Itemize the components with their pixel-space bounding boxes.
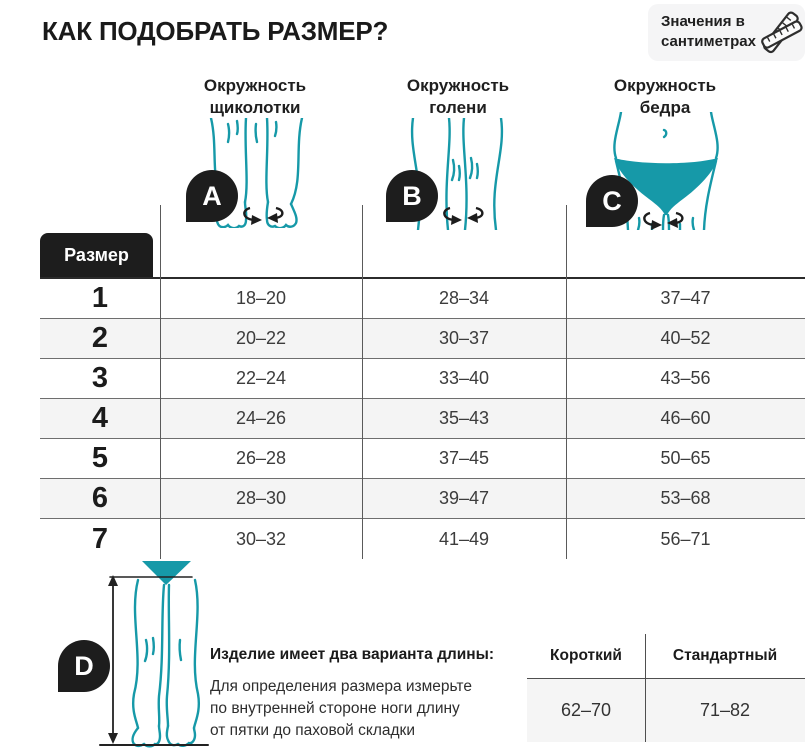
ankle-cell: 30–32 (235, 528, 287, 549)
size-cell: 5 (91, 442, 109, 474)
marker-b-badge (386, 170, 438, 222)
table-row (40, 439, 805, 479)
length-table-value-short: 62–70 (560, 700, 612, 720)
calf-cell: 33–40 (438, 368, 490, 388)
table-row (40, 479, 805, 519)
table-column-line (566, 205, 567, 559)
marker-c-badge (586, 175, 638, 227)
column-header-calf (378, 75, 538, 119)
ankle-cell: 26–28 (235, 448, 287, 468)
size-column-header (40, 233, 153, 277)
length-heading: Изделие имеет два варианта длины: (210, 646, 495, 663)
table-column-line (160, 205, 161, 559)
length-table-header-standard: Стандартный (672, 647, 778, 664)
calf-cell: 39–47 (438, 488, 490, 508)
size-cell: 6 (91, 482, 109, 514)
marker-a-badge (186, 170, 238, 222)
size-table (40, 279, 805, 559)
rotation-arrow-icon (640, 209, 686, 236)
length-description-line1: Для определения размера измерьте (210, 678, 472, 695)
marker-a-letter: A (202, 180, 222, 211)
hip-cell: 46–60 (660, 408, 711, 428)
size-cell: 7 (91, 522, 109, 555)
col-c-line1: Окружность (613, 76, 717, 95)
size-header-label: Размер (64, 244, 129, 265)
column-header-ankle (175, 75, 335, 119)
size-cell: 3 (91, 362, 109, 394)
calf-cell: 35–43 (438, 408, 490, 428)
calf-cell: 41–49 (438, 528, 490, 549)
table-row (40, 399, 805, 439)
size-cell: 2 (91, 322, 109, 354)
calf-cell: 30–37 (438, 328, 490, 348)
col-a-line1: Окружность (203, 76, 307, 95)
ankle-cell: 28–30 (235, 488, 287, 508)
table-row (40, 319, 805, 359)
marker-d-badge (58, 640, 110, 692)
length-description (210, 676, 472, 742)
units-badge (648, 4, 805, 61)
marker-d-letter: D (74, 650, 94, 681)
col-a-line2: щиколотки (209, 98, 301, 117)
length-description-line3: от пятки до паховой складки (210, 722, 415, 739)
rotation-arrow-icon (240, 204, 286, 231)
table-row (40, 359, 805, 399)
length-measure-arrow (100, 575, 208, 745)
length-table-horizontal-line (527, 678, 805, 679)
hip-cell: 37–47 (660, 288, 711, 308)
hip-cell: 50–65 (660, 448, 711, 468)
ankle-cell: 20–22 (235, 328, 287, 348)
rotation-arrow-icon (440, 204, 486, 231)
table-header-line (40, 277, 805, 279)
length-table (527, 634, 805, 742)
ankle-cell: 24–26 (235, 408, 287, 428)
calf-cell: 28–34 (438, 288, 490, 308)
units-badge-text (661, 12, 756, 52)
length-table-divider (645, 634, 646, 742)
hip-cell: 40–52 (660, 328, 711, 348)
length-description-line2: по внутренней стороне ноги длину (210, 700, 460, 717)
table-column-line (362, 205, 363, 559)
hip-cell: 56–71 (660, 528, 711, 549)
table-row (40, 279, 805, 319)
col-b-line1: Окружность (406, 76, 510, 95)
table-row (40, 519, 805, 559)
units-line-2: сантиметрах (661, 33, 756, 50)
marker-c-letter: C (602, 185, 622, 216)
hip-cell: 43–56 (660, 368, 711, 388)
page-title: КАК ПОДОБРАТЬ РАЗМЕР? (42, 16, 389, 46)
ankle-cell: 22–24 (235, 368, 287, 388)
ruler-icon (759, 7, 803, 66)
marker-b-letter: B (402, 180, 422, 211)
length-table-header-short: Короткий (550, 647, 622, 664)
col-b-line2: голени (429, 98, 487, 117)
ankle-cell: 18–20 (235, 288, 287, 308)
units-line-1: Значения в (661, 13, 745, 30)
col-c-line2: бедра (639, 98, 691, 117)
hip-cell: 53–68 (660, 488, 711, 508)
calf-cell: 37–45 (438, 448, 490, 468)
size-cell: 1 (91, 282, 109, 314)
size-cell: 4 (91, 402, 109, 434)
length-table-value-standard: 71–82 (699, 700, 751, 720)
